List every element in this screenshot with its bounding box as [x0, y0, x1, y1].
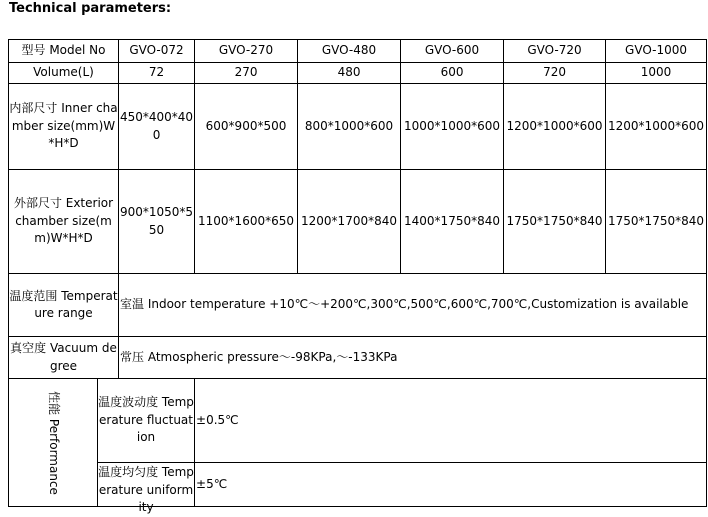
temperature-range-label: 温度范围 Temperature range: [9, 274, 119, 337]
fluctuation-label: 温度波动度 Temperature fluctuation: [98, 379, 195, 463]
exterior-size-cell: 1750*1750*840: [504, 170, 606, 274]
volume-label: Volume(L): [9, 63, 119, 84]
vacuum-label: 真空度 Vacuum degree: [9, 337, 119, 379]
row-exterior-size: [9, 170, 707, 274]
inner-size-label: 内部尺寸 Inner chamber size(mm)W*H*D: [9, 84, 119, 170]
volume-cell: 1000: [606, 63, 707, 84]
inner-size-cell: 450*400*400: [119, 84, 195, 170]
exterior-size-cell: 1400*1750*840: [401, 170, 504, 274]
volume-cell: 720: [504, 63, 606, 84]
technical-parameters-table: [8, 39, 707, 514]
inner-size-cell: 600*900*500: [195, 84, 298, 170]
row-volume: [9, 63, 707, 84]
exterior-size-label: 外部尺寸 Exterior chamber size(mm)W*H*D: [9, 170, 119, 274]
model-cell: GVO-270: [195, 40, 298, 63]
page-title: Technical parameters:: [9, 1, 172, 16]
row-model: [9, 40, 707, 63]
row-temperature-fluctuation: [9, 379, 707, 463]
inner-size-cell: 1000*1000*600: [401, 84, 504, 170]
performance-label: 性能 Performance: [46, 390, 61, 495]
inner-size-cell: 1200*1000*600: [504, 84, 606, 170]
volume-cell: 600: [401, 63, 504, 84]
model-cell: GVO-600: [401, 40, 504, 63]
inner-size-cell: 1200*1000*600: [606, 84, 707, 170]
row-temperature-range: [9, 274, 707, 337]
performance-group-label: [9, 379, 98, 507]
model-label: 型号 Model No: [9, 40, 119, 63]
uniformity-label-cell: [98, 463, 195, 514]
uniformity-value: ±5℃: [195, 463, 707, 507]
model-cell: GVO-480: [298, 40, 401, 63]
volume-cell: 72: [119, 63, 195, 84]
exterior-size-cell: 1750*1750*840: [606, 170, 707, 274]
exterior-size-cell: 1200*1700*840: [298, 170, 401, 274]
volume-cell: 270: [195, 63, 298, 84]
fluctuation-value: ±0.5℃: [195, 379, 707, 463]
model-cell: GVO-1000: [606, 40, 707, 63]
model-cell: GVO-072: [119, 40, 195, 63]
exterior-size-cell: 900*1050*550: [119, 170, 195, 274]
uniformity-label: 温度均匀度 Temperature uniformity: [98, 465, 194, 514]
row-temperature-uniformity: [9, 463, 707, 507]
row-vacuum: [9, 337, 707, 379]
vacuum-value: 常压 Atmospheric pressure～-98KPa,～-133KPa: [119, 337, 707, 379]
temperature-range-value: 室温 Indoor temperature +10℃～+200℃,300℃,500℃,600℃,700℃,Customization is available: [119, 274, 707, 337]
model-cell: GVO-720: [504, 40, 606, 63]
inner-size-cell: 800*1000*600: [298, 84, 401, 170]
exterior-size-cell: 1100*1600*650: [195, 170, 298, 274]
volume-cell: 480: [298, 63, 401, 84]
row-inner-size: [9, 84, 707, 170]
